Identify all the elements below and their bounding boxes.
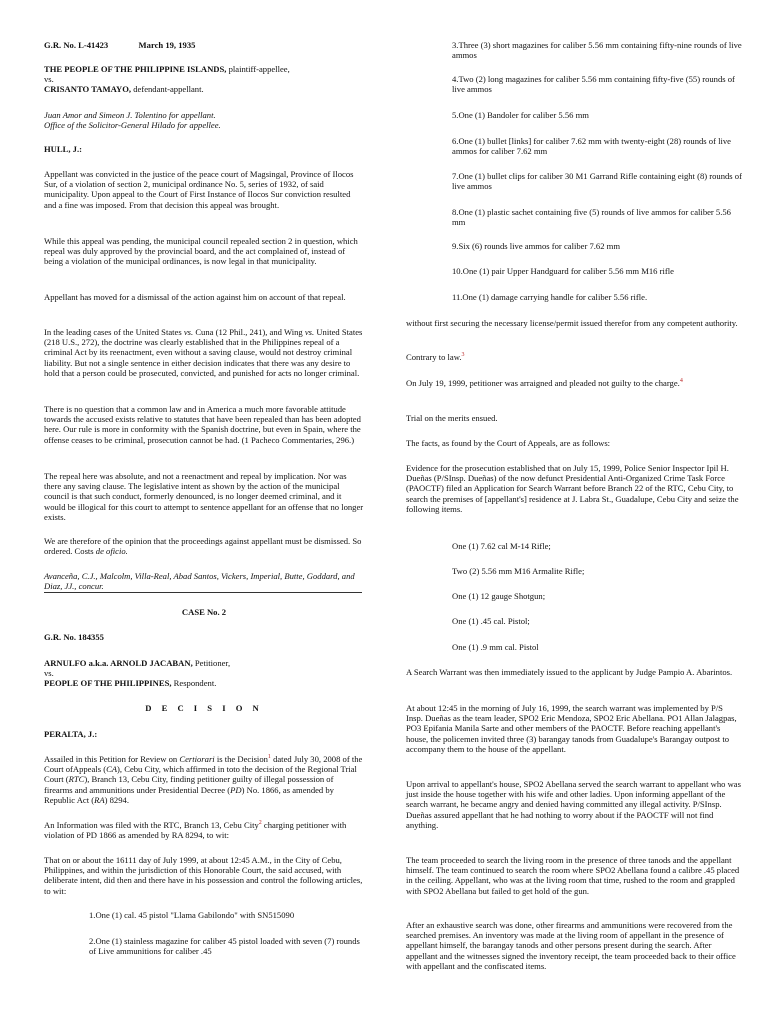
- paragraph-common-law: There is no question that a common law and in America a much more favorable attitude towards the accused exists relative to statutes that have been repealed than has been adopted here. Our rule is more in conformity with the Spanish doctrine, but even in Spain, where the offense ceases to be criminal, prosecution cannot be had. (1 Pacheco Commentaries, 296.): [44, 404, 361, 445]
- seized-item-1: One (1) 7.62 cal M-14 Rifle;: [452, 541, 551, 551]
- ponente-hull: HULL, J.:: [44, 144, 82, 154]
- seized-item-3: One (1) 12 gauge Shotgun;: [452, 591, 546, 601]
- respondent-role: Respondent.: [171, 678, 217, 689]
- paragraph-trial: Trial on the merits ensued.: [406, 413, 498, 423]
- paragraph-inventory: After an exhaustive search was done, other firearms and ammunitions were recovered from the searched premises. An inventory was made at the living room of appellant in the presence of appellant himself, the barangay tanods and other persons present during the search. After appellant and the witnesses signed the inventory receipt, the team proceeded back to their office with appellant and the confiscated items.: [406, 920, 736, 971]
- counsel-appellant: Juan Amor and Simeon J. Tolentino for appellant.: [44, 110, 216, 120]
- article-item-7: 7.One (1) bullet clips for caliber 30 M1 Garrand Rifle containing eight (8) rounds of live ammos: [452, 171, 742, 192]
- section-divider: [44, 592, 362, 593]
- paragraph-conviction: Appellant was convicted in the justice of the peace court of Magsingal, Province of Ilocos Sur, of a violation of section 2, municipal ordinance No. 5, series of 1932, of said municipality. Upon appeal to the Court of First Instance of Ilocos Sur conviction resulted and a fine was imposed. From that decision this appeal was brought.: [44, 169, 354, 210]
- text-span: Cuna (12 Phil., 241), and Wing: [193, 327, 305, 337]
- article-item-6: 6.One (1) bullet [links] for caliber 7.62 mm with twenty-eight (28) rounds of live ammos for caliber 7.62 mm: [452, 136, 731, 157]
- text-span: ) No. 1866, as amended by Republic Act (: [44, 784, 334, 805]
- article-item-8: 8.One (1) plastic sachet containing five (5) rounds of live ammos for caliber 5.56 mm: [452, 207, 731, 228]
- defendant-role: defendant-appellant.: [131, 84, 204, 95]
- text-span: charging petitioner with violation of PD 1866 as amended by RA 8294, to wit:: [44, 820, 347, 841]
- seized-item-2: Two (2) 5.56 mm M16 Armalite Rifle;: [452, 566, 585, 576]
- paragraph-charge: That on or about the 16111 day of July 1999, at about 12:45 A.M., in the City of Cebu, Philippines, and within the jurisdiction of this Honorable Court, the said accused, with deliberate intent, did then and there have in his possession and control the following articles, to wit:: [44, 855, 363, 896]
- versus-label: vs.: [44, 74, 54, 85]
- case1-date: March 19, 1935: [138, 40, 196, 50]
- footnote-4-link[interactable]: 4: [679, 378, 683, 385]
- case1-parties: [44, 64, 364, 95]
- text-span: is the Decision: [214, 754, 268, 764]
- case1-grno: G.R. No. L-41423: [44, 40, 109, 50]
- text-span-italic: RA: [94, 794, 105, 805]
- paragraph-warrant-issued: A Search Warrant was then immediately issued to the applicant by Judge Pampio A. Abarintos.: [406, 667, 733, 677]
- text-span-italic: PD: [230, 784, 242, 795]
- article-item-9: 9.Six (6) rounds live ammos for caliber 7.62 mm: [452, 241, 621, 251]
- paragraph-prosecution-evidence: Evidence for the prosecution established that on July 15, 1999, Police Senior Inspector Ipil H. Dueñas (P/SInsp. Dueñas) of the now defunct Presidential Anti-Organized Crime Task Force (PAOCTF) filed an Application for Search Warrant before Branch 22 of the RTC, Cebu City, to search the premises of [appellant's] residence at J. Labra St., Guadalupe, Cebu City and seize the following items.: [406, 463, 739, 514]
- petitioner-role: Petitioner,: [192, 658, 231, 668]
- plaintiff-name: THE PEOPLE OF THE PHILIPPINE ISLANDS,: [44, 64, 227, 74]
- concurring-justices: Avanceña, C.J., Malcolm, Villa-Real, Abad Santos, Vickers, Imperial, Butte, Goddard, and Diaz, JJ., concur.: [44, 571, 355, 592]
- versus-label: vs.: [44, 668, 54, 679]
- text-span-italic: de oficio.: [95, 546, 128, 557]
- footnote-1-link[interactable]: 1: [267, 754, 271, 761]
- paragraph-repeal: While this appeal was pending, the municipal council repealed section 2 in question, which repeal was duly approved by the provincial board, and the act complained of, instead of being a violation of the municipal ordinances, is now legal in that municipality.: [44, 236, 358, 267]
- seized-item-4: One (1) .45 cal. Pistol;: [452, 616, 530, 626]
- article-item-3: 3.Three (3) short magazines for caliber 5.56 mm containing fifty-nine rounds of live ammos: [452, 40, 742, 61]
- counsel-appellee: Office of the Solicitor-General Hilado for appellee.: [44, 120, 221, 131]
- article-item-1: 1.One (1) cal. 45 pistol "Llama Gabilondo" with SN515090: [89, 910, 295, 920]
- seized-item-5: One (1) .9 mm cal. Pistol: [452, 642, 539, 652]
- paragraph-dismissal: [44, 536, 364, 556]
- article-item-5: 5.One (1) Bandoler for caliber 5.56 mm: [452, 110, 589, 120]
- text-span-italic: Certiorari: [179, 754, 215, 764]
- text-span-italic: RTC: [68, 774, 85, 785]
- case2-heading: CASE No. 2: [181, 607, 227, 617]
- text-span: ) 8294.: [104, 794, 129, 805]
- case2-grno: G.R. No. 184355: [44, 632, 104, 642]
- footnote-2-link[interactable]: 2: [258, 820, 262, 827]
- text-span: In the leading cases of the United States: [44, 327, 184, 337]
- defendant-name: CRISANTO TAMAYO,: [44, 84, 132, 95]
- text-span-italic: vs.: [183, 327, 194, 337]
- text-span: ), Cebu City, which affirmed in toto the decision of the Regional Trial Court (: [44, 764, 357, 785]
- paragraph-contrary-to-law: [406, 352, 742, 362]
- paragraph-search: The team proceeded to search the living room in the presence of three tanods and the appellant himself. The team continued to search the room where SPO2 Abellana found a calibre .45 placed in the ceiling. Appellant, who was at the living room that time, rushed to the room and grappled with SPO2 Abellana but failed to get hold of the gun.: [406, 855, 740, 896]
- ponente-peralta: PERALTA, J.:: [44, 729, 98, 739]
- footnote-3-link[interactable]: 3: [461, 352, 465, 359]
- text-span: On July 19, 1999, petitioner was arraigned and pleaded not guilty to the charge.: [406, 378, 680, 388]
- text-span-italic: CA: [106, 764, 118, 775]
- paragraph-implementation: At about 12:45 in the morning of July 16, 1999, the search warrant was implemented by P/S Insp. Dueñas as the team leader, SPO2 Eric Mendoza, SPO2 Eric Abellana. PO1 Allan Jalagpas, PO3 Epifania Manila Sarte and other members of the PAOCTF. Before reaching appellant's house, the policemen invited three (3) barangay tanods from Guadalupe's Barangay outpost to accompany them to the house of the appellant.: [406, 703, 737, 754]
- article-item-2: 2.One (1) stainless magazine for caliber 45 pistol loaded with seven (7) rounds of Live ammunitions for caliber .45: [89, 936, 360, 957]
- text-span-italic: vs.: [304, 327, 315, 337]
- decision-heading: D E C I S I O N: [145, 703, 263, 713]
- paragraph-facts: The facts, as found by the Court of Appeals, are as follows:: [406, 438, 611, 448]
- paragraph-petition: [44, 754, 364, 805]
- paragraph-arrival: Upon arrival to appellant's house, SPO2 Abellana served the search warrant to appellant who was just inside the house together with his wife and other ladies. Upon informing appellant of the search warrant, he became angry and denied having committed any illegal activity. P/SInsp. Dueñas assured appellant that he had nothing to worry about if the PAOCTF will not find anything.: [406, 779, 741, 830]
- case1-header: [44, 40, 364, 50]
- text-span: Assailed in this Petition for Review on: [44, 754, 180, 764]
- text-span: Contrary to law.: [406, 352, 462, 362]
- plaintiff-role: plaintiff-appellee,: [226, 64, 290, 74]
- petitioner-name: ARNULFO a.k.a. ARNOLD JACABAN,: [44, 658, 193, 668]
- respondent-name: PEOPLE OF THE PHILIPPINES,: [44, 678, 172, 689]
- text-span: We are therefore of the opinion that the proceedings against appellant must be dismissed. So ordered. Costs: [44, 536, 362, 557]
- article-item-11: 11.One (1) damage carrying handle for caliber 5.56 rifle.: [452, 292, 648, 302]
- text-span: An Information was filed with the RTC, Branch 13, Cebu City: [44, 820, 259, 830]
- paragraph-without-license: without first securing the necessary license/permit issued therefor from any competent authority.: [406, 318, 738, 328]
- paragraph-absolute-repeal: The repeal here was absolute, and not a reenactment and repeal by implication. Nor was there any saving clause. The legislative intent as shown by the action of the municipal council is that such conduct, formerly denounced, is no longer deemed criminal, and it would be illogical for this court to attempt to sentence appellant for an offense that no longer exists.: [44, 471, 364, 522]
- case2-parties: [44, 658, 364, 689]
- text-span: ), Branch 13, Cebu City, finding petitioner guilty of illegal possession of firearms and ammunitions under Presidential Decree (: [44, 774, 334, 795]
- paragraph-information: [44, 820, 364, 840]
- paragraph-motion: Appellant has moved for a dismissal of the action against him on account of that repeal.: [44, 292, 346, 302]
- article-item-10: 10.One (1) pair Upper Handguard for caliber 5.56 mm M16 rifle: [452, 266, 674, 276]
- article-item-4: 4.Two (2) long magazines for caliber 5.56 mm containing fifty-five (55) rounds of live ammos: [452, 74, 735, 95]
- text-span: dated July 30, 2008 of the Court ofAppeals (: [44, 754, 363, 775]
- counsel-block: [44, 110, 364, 130]
- paragraph-arraignment: [406, 378, 742, 388]
- text-span: United States (218 U.S., 272), the doctrine was clearly established that in the Philippines repeal of a criminal Act by its reenactment, even without a saving clause, would not destroy criminal liability. But not a single sentence in either decision indicates that there was any desire to hold that a person could be prosecuted, convicted, and punished for acts no longer criminal.: [44, 327, 363, 378]
- paragraph-leading-cases: [44, 327, 364, 378]
